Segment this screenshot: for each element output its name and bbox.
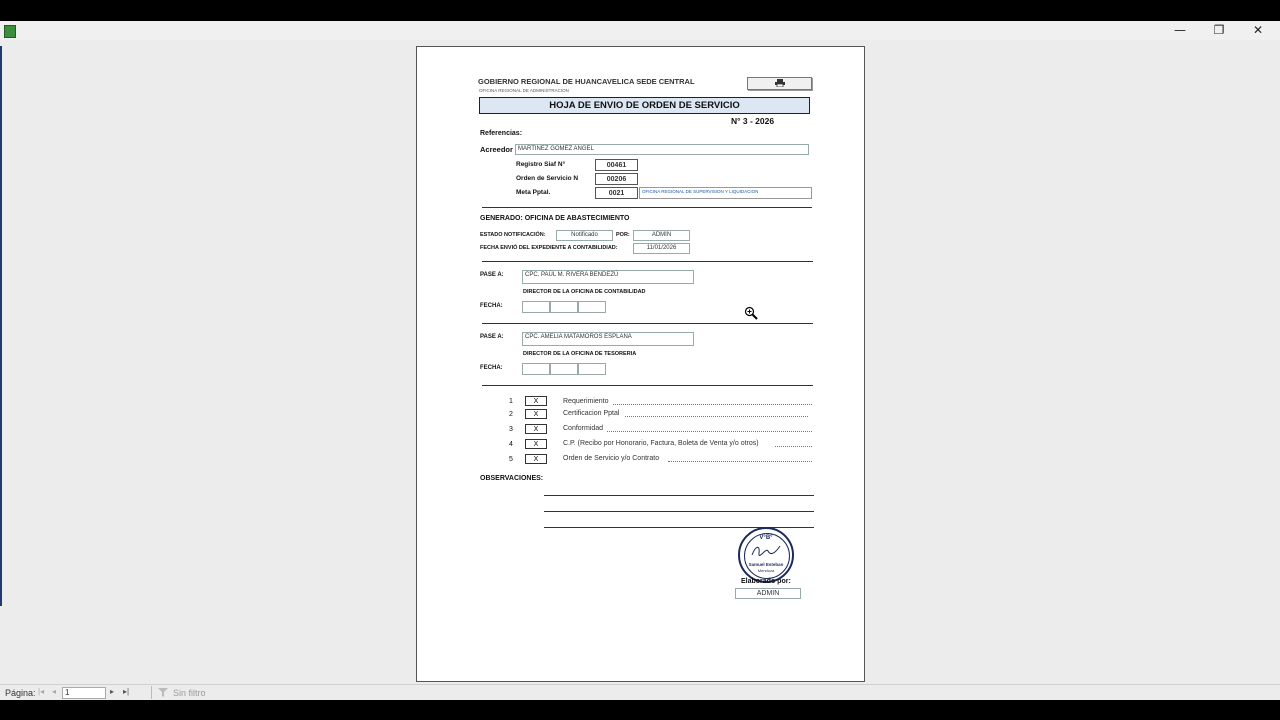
elaborado-label: Elaborado por: xyxy=(741,578,791,585)
acreedor-label: Acreedor xyxy=(480,145,513,154)
pase1-field: CPC. PAÚL M. RIVERA BENDEZÚ xyxy=(522,270,694,284)
signature-icon xyxy=(750,543,782,559)
siaf-label: Registro Siaf N° xyxy=(516,161,566,168)
stamp-name2: Mendoza xyxy=(757,568,775,573)
check-label: Conformidad xyxy=(563,425,604,432)
left-edge xyxy=(0,46,2,606)
divider xyxy=(482,385,813,386)
check-box: X xyxy=(525,409,547,419)
print-icon xyxy=(775,79,785,87)
check-box: X xyxy=(525,439,547,449)
fecha1-label: FECHA: xyxy=(480,303,503,309)
fecha2-month xyxy=(550,363,578,375)
status-separator xyxy=(151,686,152,699)
obs-line xyxy=(544,511,814,512)
check-dots xyxy=(668,461,812,462)
stamp-name: Samuel Esteban xyxy=(748,562,784,567)
app-icon xyxy=(4,25,16,38)
restore-button[interactable]: ❐ xyxy=(1213,23,1225,37)
page-label: Página: xyxy=(5,688,36,698)
check-dots xyxy=(613,404,812,405)
check-box: X xyxy=(525,454,547,464)
last-page-button[interactable]: ▸| xyxy=(123,687,130,696)
divider xyxy=(482,207,812,208)
first-page-button[interactable]: |◂ xyxy=(38,687,45,696)
title-bar xyxy=(0,21,1280,40)
pase1-label: PASE A: xyxy=(480,272,504,278)
fecha1-month xyxy=(550,301,578,313)
page-number-input[interactable]: 1 xyxy=(62,687,106,699)
filter-status[interactable]: Sin filtro xyxy=(173,688,206,698)
check-num: 1 xyxy=(509,398,513,405)
status-bar xyxy=(0,684,1280,701)
fecha-envio-label: FECHA ENVIÓ DEL EXPEDIENTE A CONTABILIDIAD: xyxy=(480,245,618,251)
divider xyxy=(482,261,813,262)
check-box: X xyxy=(525,396,547,406)
orden-field: 00206 xyxy=(595,173,638,185)
orden-label: Orden de Servicio N xyxy=(516,175,579,182)
check-num: 5 xyxy=(509,456,513,463)
meta-field: 0021 xyxy=(595,187,638,199)
check-num: 4 xyxy=(509,441,513,448)
check-dots xyxy=(775,446,812,447)
elaborado-field: ADMIN xyxy=(735,588,801,599)
estado-field: Notificado xyxy=(556,230,613,241)
org-name: GOBIERNO REGIONAL DE HUANCAVELICA SEDE CENTRAL xyxy=(478,77,695,86)
fecha2-label: FECHA: xyxy=(480,365,503,371)
fecha1-day xyxy=(522,301,550,313)
check-label: Requerimiento xyxy=(563,398,609,405)
print-button[interactable] xyxy=(747,77,812,90)
estado-label: ESTADO NOTIFICACIÓN: xyxy=(480,232,546,238)
check-dots xyxy=(607,431,812,432)
close-button[interactable]: ✕ xyxy=(1252,23,1264,37)
fecha2-day xyxy=(522,363,550,375)
obs-line xyxy=(544,495,814,496)
top-black-bar xyxy=(0,0,1280,21)
pase2-role: DIRECTOR DE LA OFICINA DE TESORERIA xyxy=(523,351,637,357)
generado-label: GENERADO: OFICINA DE ABASTECIMIENTO xyxy=(480,215,630,222)
check-dots xyxy=(625,416,808,417)
approval-stamp xyxy=(738,527,794,583)
prev-page-button[interactable]: ◂ xyxy=(52,687,57,696)
suborg-name: OFICINA REGIONAL DE ADMINISTRACION xyxy=(479,88,569,93)
por-field: ADMIN xyxy=(633,230,690,241)
observaciones-label: OBSERVACIONES: xyxy=(480,475,544,482)
acreedor-field: MARTINEZ GOMEZ ANGEL xyxy=(515,144,809,155)
check-num: 3 xyxy=(509,426,513,433)
pase2-field: CPC. AMELIA MATAMOROS ESPLANA xyxy=(522,332,694,346)
magnifier-cursor-icon xyxy=(744,306,758,320)
bottom-black-bar xyxy=(0,700,1280,720)
check-label: C.P. (Recibo por Honorario, Factura, Boleta de Venta y/o otros) xyxy=(563,440,759,447)
report-title: HOJA DE ENVIO DE ORDEN DE SERVICIO xyxy=(479,97,810,114)
stamp-top: V°B° xyxy=(759,535,773,541)
check-label: Orden de Servicio y/o Contrato xyxy=(563,455,660,462)
report-number: N° 3 - 2026 xyxy=(731,116,775,126)
pase1-role: DIRECTOR DE LA OFICINA DE CONTABILIDAD xyxy=(523,289,646,295)
minimize-button[interactable]: — xyxy=(1174,23,1186,37)
fecha1-year xyxy=(578,301,606,313)
check-num: 2 xyxy=(509,411,513,418)
divider xyxy=(482,323,813,324)
meta-label: Meta Pptal. xyxy=(516,189,551,196)
next-page-button[interactable]: ▸ xyxy=(110,687,115,696)
fecha-envio-field: 11/01/2026 xyxy=(633,243,690,254)
pase2-label: PASE A: xyxy=(480,334,504,340)
report-page xyxy=(416,46,865,682)
siaf-field: 00461 xyxy=(595,159,638,171)
fecha2-year xyxy=(578,363,606,375)
por-label: POR: xyxy=(616,232,630,238)
referencias-label: Referencias: xyxy=(480,130,523,137)
check-label: Certificacion Pptal xyxy=(563,410,620,417)
filter-icon xyxy=(158,688,168,697)
meta-desc-field: OFICINA REGIONAL DE SUPERVISION Y LIQUIDACION xyxy=(639,187,812,199)
check-box: X xyxy=(525,424,547,434)
